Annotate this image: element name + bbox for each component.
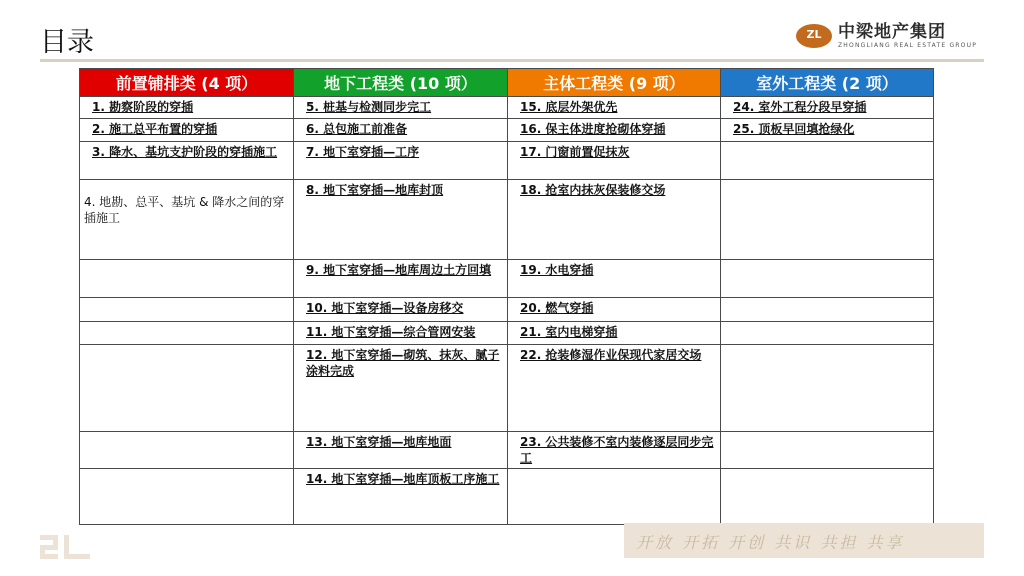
title-divider: [40, 59, 984, 62]
toc-item[interactable]: 12. 地下室穿插—砌筑、抹灰、腻子涂料完成: [294, 345, 508, 432]
toc-item[interactable]: 17. 门窗前置促抹灰: [508, 142, 721, 180]
toc-item[interactable]: 3. 降水、基坑支护阶段的穿插施工: [80, 142, 294, 180]
table-row: [80, 180, 934, 260]
table-row: [80, 432, 934, 469]
table-row: [80, 260, 934, 298]
toc-item[interactable]: 21. 室内电梯穿插: [508, 322, 721, 345]
toc-cell-empty: [721, 322, 934, 345]
toc-item[interactable]: 23. 公共装修不室内装修逐层同步完工: [508, 432, 721, 469]
page-title: 目录: [40, 27, 94, 58]
toc-cell-empty: [508, 469, 721, 525]
toc-cell-empty: [721, 298, 934, 322]
toc-table: [79, 68, 934, 525]
toc-item[interactable]: 18. 抢室内抹灰保装修交场: [508, 180, 721, 260]
logo-mark-icon: [796, 24, 832, 48]
toc-item[interactable]: 8. 地下室穿插—地库封顶: [294, 180, 508, 260]
toc-cell-empty: [80, 260, 294, 298]
toc-item[interactable]: 13. 地下室穿插—地库地面: [294, 432, 508, 469]
toc-cell-empty: [80, 345, 294, 432]
toc-cell-empty: [721, 432, 934, 469]
table-row: [80, 345, 934, 432]
toc-item[interactable]: 1. 勘察阶段的穿插: [80, 97, 294, 119]
footer-slogan: 开放 开拓 开创 共识 共担 共享: [636, 533, 905, 552]
logo-name-en: ZHONGLIANG REAL ESTATE GROUP: [838, 41, 978, 49]
logo-mark-text: ZL: [806, 28, 822, 41]
toc-item[interactable]: 16. 保主体进度抢砌体穿插: [508, 119, 721, 142]
table-row: [80, 119, 934, 142]
toc-header-row: [80, 69, 934, 97]
header-outdoor: 室外工程类 (2 项）: [721, 69, 934, 97]
toc-item[interactable]: 22. 抢装修湿作业保现代家居交场: [508, 345, 721, 432]
toc-item[interactable]: 11. 地下室穿插—综合管网安装: [294, 322, 508, 345]
toc-item[interactable]: 7. 地下室穿插—工序: [294, 142, 508, 180]
header-main-structure: 主体工程类 (9 项）: [508, 69, 721, 97]
toc-item[interactable]: 14. 地下室穿插—地库顶板工序施工: [294, 469, 508, 525]
zl-watermark-icon: [40, 533, 90, 561]
toc-cell-empty: [80, 432, 294, 469]
toc-item[interactable]: 9. 地下室穿插—地库周边土方回填: [294, 260, 508, 298]
toc-item[interactable]: 15. 底层外架优先: [508, 97, 721, 119]
header-front-arrangement: 前置铺排类 (4 项）: [80, 69, 294, 97]
toc-cell-empty: [80, 298, 294, 322]
toc-cell-empty: [721, 180, 934, 260]
toc-item[interactable]: 10. 地下室穿插—设备房移交: [294, 298, 508, 322]
toc-item[interactable]: 2. 施工总平布置的穿插: [80, 119, 294, 142]
toc-item[interactable]: 6. 总包施工前准备: [294, 119, 508, 142]
toc-cell-empty: [721, 142, 934, 180]
toc-item[interactable]: 20. 燃气穿插: [508, 298, 721, 322]
toc-cell-empty: [721, 469, 934, 525]
table-row: [80, 469, 934, 525]
toc-item[interactable]: 19. 水电穿插: [508, 260, 721, 298]
header-underground: 地下工程类 (10 项）: [294, 69, 508, 97]
table-row: [80, 97, 934, 119]
company-logo: [796, 20, 977, 52]
toc-item[interactable]: 24. 室外工程分段早穿插: [721, 97, 934, 119]
logo-name-cn: 中梁地产集团: [838, 21, 946, 42]
toc-cell-empty: [80, 469, 294, 525]
toc-item[interactable]: 25. 顶板早回填抢绿化: [721, 119, 934, 142]
toc-cell-empty: [721, 260, 934, 298]
toc-item[interactable]: 4. 地勘、总平、基坑 & 降水之间的穿插施工: [80, 180, 294, 260]
table-row: [80, 298, 934, 322]
toc-cell-empty: [80, 322, 294, 345]
table-row: [80, 322, 934, 345]
table-row: [80, 142, 934, 180]
toc-cell-empty: [721, 345, 934, 432]
toc-item[interactable]: 5. 桩基与检测同步完工: [294, 97, 508, 119]
